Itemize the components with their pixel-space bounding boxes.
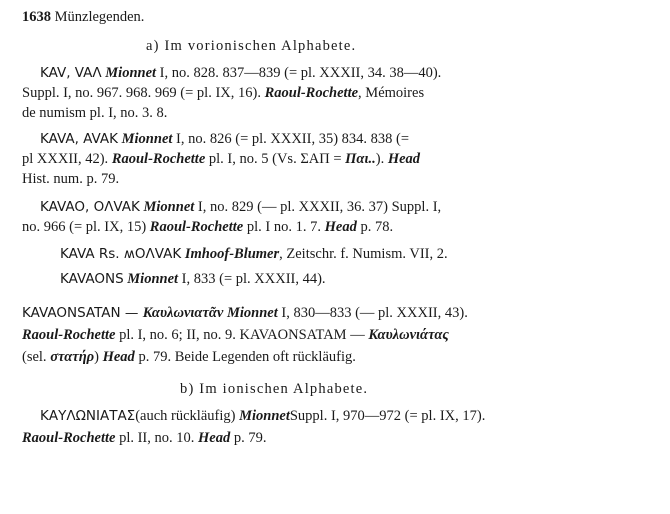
section-b-heading: b) Im ionischen Alphabete. (180, 381, 369, 397)
text-line: no. 966 (= pl. IX, 15) Raoul-Rochette pl. I no. 1. 7. Head p. 78. (22, 219, 394, 235)
legend-text: KAV, VAɅ (40, 65, 102, 81)
author-name: Raoul-Rochette (22, 430, 116, 446)
author-name: Mionnet (239, 408, 290, 424)
author-name: Raoul-Rochette (111, 151, 206, 167)
greek-text: στατήρ (50, 349, 95, 365)
author-name: Mionnet (105, 65, 157, 81)
text-line: KAV, VAɅ Mionnet I, no. 828. 837—839 (= pl. XXXII, 34. 38—40). (40, 65, 442, 81)
text-line: (sel. στατήρ) Head p. 79. Beide Legenden oft rückläufig. (22, 349, 356, 365)
text-line: de numism pl. I, no. 3. 8. (22, 105, 168, 121)
legend-text: KAVAONS (60, 271, 124, 287)
text-line: KAVA, AVAK Mionnet I, no. 826 (= pl. XXXII, 35) 834. 838 (= (40, 131, 410, 147)
text-line: ΚΑΥΛΩΝΙΑΤΑΣ(auch rückläufig) MionnetSuppl. I, 970—972 (= pl. IX, 17). (40, 408, 486, 424)
text-line: KAVAO, OΛVAK Mionnet I, no. 829 (— pl. XXXII, 36. 37) Suppl. I, (40, 199, 442, 215)
greek-text: Καυλωνιάτας (368, 327, 449, 343)
author-name: Mionnet (143, 199, 195, 215)
legend-text: ΚΑΥΛΩΝΙΑΤΑΣ (40, 408, 136, 424)
author-name: Head (387, 151, 421, 167)
legend-text: KAVA Rs. ʍOΛVAK (60, 246, 182, 262)
text-line: Hist. num. p. 79. (22, 171, 120, 187)
text-line: KAVAONSATAN — Καυλωνιατᾶν Mionnet I, 830—833 (— pl. XXXII, 43). (22, 305, 468, 321)
author-name: Mionnet (127, 271, 179, 287)
page-header (22, 8, 144, 26)
text-line: KAVA Rs. ʍOΛVAK Imhoof-Blumer, Zeitschr. f. Numism. VII, 2. (60, 246, 448, 262)
legend-text: KAVA, AVAK (40, 131, 119, 147)
greek-text: Παι.. (345, 151, 376, 167)
page-running-title: Münzlegenden. (54, 9, 145, 25)
author-name: Raoul-Rochette (22, 327, 116, 343)
text-line: Raoul-Rochette pl. II, no. 10. Head p. 79. (22, 430, 267, 446)
author-name: Head (198, 430, 231, 446)
author-name: Imhoof-Blumer (184, 246, 280, 262)
author-name: Raoul-Rochette (264, 85, 359, 101)
page-number: 1638 (22, 9, 51, 25)
author-name: Head (324, 219, 357, 235)
section-a-heading: a) Im vorionischen Alphabete. (146, 38, 357, 54)
author-name: Head (102, 349, 135, 365)
author-name: Mionnet (121, 131, 173, 147)
legend-text: KAVAONSATAN — (22, 305, 143, 321)
author-name: Mionnet (226, 305, 278, 321)
text-line: Suppl. I, no. 967. 968. 969 (= pl. IX, 16). Raoul-Rochette, Mémoires (22, 85, 425, 101)
text-line: pl XXXII, 42). Raoul-Rochette pl. I, no. 5 (Vs. ΣΑΠ = Παι..). Head (22, 151, 421, 167)
author-name: Raoul-Rochette (149, 219, 244, 235)
text-line: KAVAONS Mionnet I, 833 (= pl. XXXII, 44). (60, 271, 326, 287)
text-line: Raoul-Rochette pl. I, no. 6; II, no. 9. KAVAONSATAM — Καυλωνιάτας (22, 327, 449, 343)
legend-text: KAVAO, OΛVAK (40, 199, 140, 215)
greek-text: Καυλωνιατᾶν (142, 305, 224, 321)
